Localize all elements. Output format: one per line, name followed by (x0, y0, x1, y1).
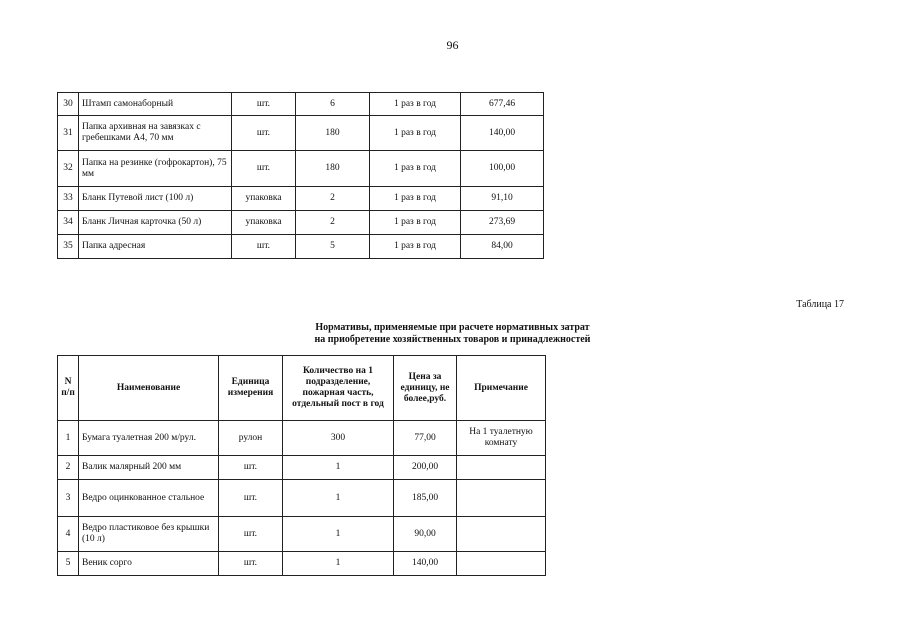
row-number: 31 (58, 116, 79, 151)
item-price: 84,00 (461, 235, 544, 259)
table-title (200, 322, 705, 346)
item-price: 140,00 (394, 552, 457, 576)
row-number: 32 (58, 151, 79, 187)
item-unit: шт. (219, 480, 283, 517)
item-quantity: 180 (296, 116, 370, 151)
item-quantity: 1 (283, 480, 394, 517)
item-price: 185,00 (394, 480, 457, 517)
row-number: 34 (58, 211, 79, 235)
table-label: Таблица 17 (796, 299, 844, 310)
item-name: Папка архивная на завязках с гребешками А4, 70 мм (79, 116, 232, 151)
item-price: 90,00 (394, 517, 457, 552)
header-name: Наименование (79, 356, 219, 421)
item-price: 91,10 (461, 187, 544, 211)
item-price: 77,00 (394, 421, 457, 456)
item-quantity: 1 (283, 517, 394, 552)
item-name: Бланк Личная карточка (50 л) (79, 211, 232, 235)
table-row (58, 211, 544, 235)
row-number: 2 (58, 456, 79, 480)
item-price: 140,00 (461, 116, 544, 151)
item-note (457, 456, 546, 480)
table-row (58, 421, 546, 456)
table-row (58, 187, 544, 211)
item-frequency: 1 раз в год (370, 116, 461, 151)
supplies-table-continued (57, 92, 544, 259)
item-frequency: 1 раз в год (370, 235, 461, 259)
header-price: Цена за единицу, не более,руб. (394, 356, 457, 421)
item-quantity: 6 (296, 93, 370, 116)
item-name: Веник сорго (79, 552, 219, 576)
item-unit: шт. (219, 552, 283, 576)
item-price: 200,00 (394, 456, 457, 480)
row-number: 35 (58, 235, 79, 259)
item-quantity: 2 (296, 187, 370, 211)
table-row (58, 235, 544, 259)
item-name: Ведро пластиковое без крышки (10 л) (79, 517, 219, 552)
item-frequency: 1 раз в год (370, 151, 461, 187)
header-number: N п/п (58, 356, 79, 421)
header-quantity: Количество на 1 подразделение, пожарная часть, отдельный пост в год (283, 356, 394, 421)
table-row (58, 480, 546, 517)
row-number: 4 (58, 517, 79, 552)
household-goods-table (57, 355, 546, 576)
header-note: Примечание (457, 356, 546, 421)
item-price: 100,00 (461, 151, 544, 187)
item-name: Бланк Путевой лист (100 л) (79, 187, 232, 211)
item-quantity: 1 (283, 552, 394, 576)
item-unit: шт. (232, 93, 296, 116)
item-unit: шт. (232, 235, 296, 259)
item-unit: шт. (219, 456, 283, 480)
item-quantity: 1 (283, 456, 394, 480)
item-quantity: 5 (296, 235, 370, 259)
item-name: Валик малярный 200 мм (79, 456, 219, 480)
item-name: Папка на резинке (гофрокартон), 75 мм (79, 151, 232, 187)
item-unit: шт. (219, 517, 283, 552)
table-header-row (58, 356, 546, 421)
item-quantity: 180 (296, 151, 370, 187)
item-note: На 1 туалетную комнату (457, 421, 546, 456)
item-note (457, 517, 546, 552)
row-number: 1 (58, 421, 79, 456)
item-price: 273,69 (461, 211, 544, 235)
table-title-line: на приобретение хозяйственных товаров и принадлежностей (314, 334, 591, 345)
item-unit: упаковка (232, 187, 296, 211)
item-frequency: 1 раз в год (370, 93, 461, 116)
table-row (58, 552, 546, 576)
item-price: 677,46 (461, 93, 544, 116)
table-title-line: Нормативы, применяемые при расчете нормативных затрат (315, 322, 590, 333)
row-number: 3 (58, 480, 79, 517)
table-row (58, 93, 544, 116)
item-quantity: 300 (283, 421, 394, 456)
header-unit: Единица измерения (219, 356, 283, 421)
page-number: 96 (446, 38, 459, 52)
row-number: 33 (58, 187, 79, 211)
item-unit: шт. (232, 151, 296, 187)
item-unit: упаковка (232, 211, 296, 235)
table-row (58, 116, 544, 151)
item-name: Штамп самонаборный (79, 93, 232, 116)
table-row (58, 517, 546, 552)
item-note (457, 480, 546, 517)
row-number: 30 (58, 93, 79, 116)
item-name: Ведро оцинкованное стальное (79, 480, 219, 517)
item-unit: шт. (232, 116, 296, 151)
item-frequency: 1 раз в год (370, 187, 461, 211)
item-frequency: 1 раз в год (370, 211, 461, 235)
item-quantity: 2 (296, 211, 370, 235)
table-row (58, 456, 546, 480)
item-name: Папка адресная (79, 235, 232, 259)
item-name: Бумага туалетная 200 м/рул. (79, 421, 219, 456)
row-number: 5 (58, 552, 79, 576)
item-note (457, 552, 546, 576)
item-unit: рулон (219, 421, 283, 456)
table-row (58, 151, 544, 187)
